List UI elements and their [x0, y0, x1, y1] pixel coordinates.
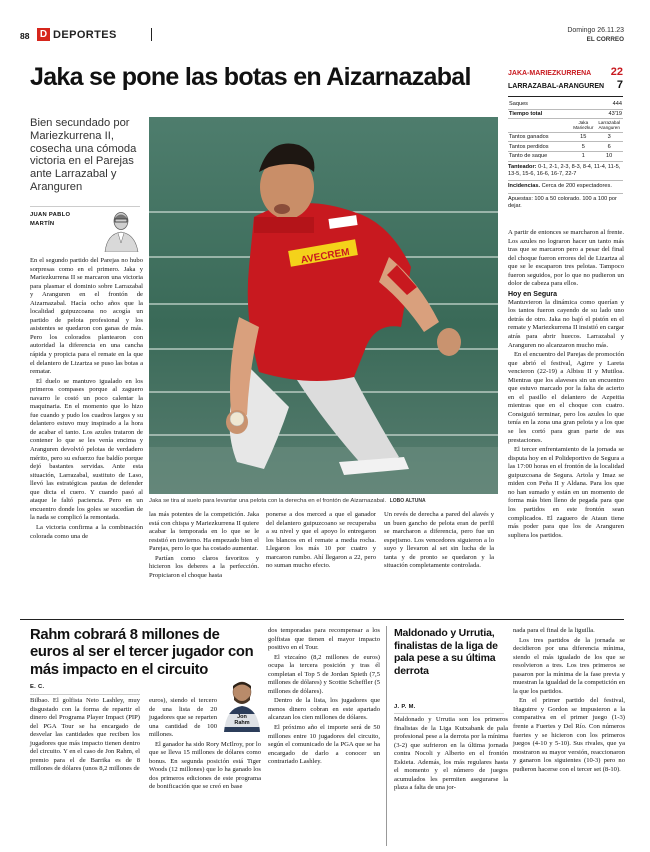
score-row-2	[508, 79, 623, 91]
main-col-5	[508, 229, 624, 541]
main-col-3	[266, 511, 376, 572]
column-divider	[386, 626, 387, 846]
section-divider	[151, 28, 152, 41]
maldonado-author-rule	[394, 713, 504, 714]
rahm-author: E. C.	[30, 684, 45, 690]
issue-date: Domingo 26.11.23	[567, 27, 624, 34]
main-headline: Jaka se pone las botas en Aizarnazabal	[30, 63, 471, 91]
rahm-label-last: Rahm	[234, 720, 250, 727]
rahm-col1-para: Bilbao. El golfista Neto Lashley, muy disgustado con la forma de repartir el dinero del Programa Player Impact (PIP) del PGA Tour se ha encargado de desvelar las cantidades que reciben los jugadores que más impacto tienen dentro del circuito. Y en el caso de Jon Rahm, el premio para el de Barrika es de 8 millones de dólares (unos 8,2 millones de	[30, 697, 140, 773]
stats-table	[508, 100, 623, 162]
team2-name: LARRAZABAL-ARANGUREN	[508, 83, 605, 90]
main-col5-para: En el encuentro del Parejas de promoción que abrió el festival, Agirre y Lareta vencieron (22-19) a Albisu II y Mutiloa. Mientras que los alaveses sin un encuentro que estuvo marcado por la falta de acierto en el pasillo el delantero de Azpeitia mientras que en el choque con cuatro. Consiguió terminar, pero los azules lo que tenía en la zona una gran pelota y a los que se les cortó para gran parte de sus prestaciones.	[508, 351, 624, 444]
maldonado-col2-para: En el primer partido del festival, Iñaguirre y Gordon se impusieron a la comparativa en el primer juego (1-3) frente a Fuertes y Del Río. Con números fuertes y se hicieron con los primeros juegos (4-10 y 5-10). Sus rivales, que ya mostraron su mayor versión, reaccionaron y ganaron los siguientes (10-3) pero no pudieron hacerse con el tercer set (8-10).	[513, 697, 625, 773]
stat-a: 5	[571, 142, 595, 152]
incidencias-value: Cerca de 200 espectadores.	[541, 183, 612, 190]
lead-text: Bien secundado por Mariezkurrena II, cosecha una cómoda victoria en el Parejas ante Larrazabal y Aranguren	[30, 117, 137, 193]
rahm-col3-para: Dentro de la lista, los jugadores que menos dinero cobran en este apartado alcanzan los cien millones de dólares.	[268, 697, 380, 722]
maldonado-headline: Maldonado y Urrutia, finalistas de la liga de pala pese a su última derrota	[394, 627, 498, 677]
stat-b: 10	[595, 151, 623, 161]
main-col-1	[30, 257, 143, 542]
main-col2-para: las más potentes de la competición. Jaka está con chispa y Mariezkurrena II quiere acabar la temporada en lo que se le resistió en invierno. Ha empezado bien el Parejas, pero lo que ha costado aumentar.	[149, 511, 259, 553]
caption-text: Jaka se tira al suelo para levantar una pelota con la derecha en el frontón de Aizarnazabal.	[149, 498, 387, 504]
team2-score: 7	[616, 79, 623, 91]
maldonado-col-2	[513, 627, 625, 775]
section-logo	[37, 28, 50, 41]
team1-name: JAKA-MARIEZKURRENA	[508, 70, 592, 77]
tanteador-value: 0-1, 2-1, 2-3, 8-3, 8-4, 11-4, 11-5, 13-5, 15-6, 16-6, 16-7, 22-7	[508, 163, 621, 177]
incidencias-label: Incidencias.	[508, 183, 541, 190]
caption-credit: LOBO ALTUNA	[389, 498, 426, 504]
main-col5-para: El tercer enfrentamiento de la jornada se disputa hoy en el Polideportivo de Segura a las 17:00 horas en el frontón de la localidad guipuzcoana de Segura. Artola y Imaz se miden con Peña II y Aldana. Para los que no han sumado y están en un momento de forma más bien lleno de pegada para que los partidos en este frontón sean complicados. El zaguero de Ataun tiene más poder para que los de Aranguren supliera los partidos.	[508, 446, 624, 539]
scorebox	[508, 66, 623, 211]
main-col-2	[149, 511, 259, 581]
tanteador-label: Tanteador:	[508, 163, 537, 170]
main-col4-para: Un revés de derecha a pared del alavés y un buen gancho de pelota eran de perfil se marcharon a diferencia, pero fue un espejismo. Los vencedores siguieron a lo suyo y llevaron al set sin lucha de la tanta y de pronto se quedaron y la situación completamente controlada.	[384, 511, 494, 570]
paper-name: EL CORREO	[586, 36, 624, 43]
stat-label: Tiempo total	[508, 109, 571, 119]
rahm-col3-para: dos temporadas para recompensar a los golfistas que tienen el mayor impacto positivo en el Tour.	[268, 627, 380, 652]
maldonado-col2-para: nada para el final de la liguilla.	[513, 627, 595, 634]
tanteador	[508, 164, 623, 182]
stats-row	[508, 142, 623, 152]
main-col1-para: En el segundo partido del Parejas no hubo sorpresas como en el primero. Jaka y Mariezkurrena II se marcaron una victoria para plasmar el dominio sobre Larrazabal y Aranguren en el frontón de Aizarnazabal. Hacía ocho años que la localidad guipuzcoana no acogía un partido de pelota profesional y los asistentes se quedaron con ganas de más. Pero los colorados plantearon con autoridad la diferencia en una cancha rápida y propicia para el remate en la que el delantero de Lizartza se puso las botas a rematar.	[30, 257, 143, 376]
subhead: Hoy en Segura	[508, 290, 558, 298]
author-last-name: MARTÍN	[30, 221, 55, 227]
rahm-col-3	[268, 627, 380, 768]
author-name	[30, 211, 100, 229]
stat-value: 444	[595, 100, 623, 109]
maldonado-col1-para: Maldonado y Urrutia son los primeros finalistas de la Liga Kutxabank de pala profesional pese a la derrota por la mínima (3-2) que sufrieron en la última jornada contra Nocoli y Alberto en el frontón Eskieta. Además, los más regulares hasta el momento y el número de juegos acumulados les permiten asegurarse la plaza a falta de una jor-	[394, 716, 508, 792]
stats-row	[508, 151, 623, 161]
stat-label: Tanto de saque	[508, 151, 571, 161]
rahm-headline: Rahm cobrará 8 millones de euros al ser el tercer jugador con más impacto en el circuito	[30, 627, 254, 678]
rahm-col2-para: El ganador ha sido Rory McIlroy, por lo que se lleva 15 millones de dólares como bonus. En segunda posición está Tiger Woods (12 millones) que lo ha ganado los dos primeros ediciones de este programa de bonificación que se creó en base	[149, 740, 261, 791]
apuestas: Apuestas: 100 a 50 colorado. 100 a 100 por dejar.	[508, 195, 617, 210]
stat-b: 6	[595, 142, 623, 152]
section-logo-letter: D	[39, 29, 48, 40]
stat-label: Tantos perdidos	[508, 142, 571, 152]
main-photo	[149, 117, 498, 494]
col-head-2: Larrazabal Aranguren	[595, 119, 623, 133]
page-number: 88	[20, 31, 30, 41]
team1-score: 22	[610, 66, 623, 78]
rahm-label-first: Jon	[237, 714, 247, 720]
score-row-1	[508, 66, 623, 78]
stat-value: 43'19	[595, 109, 623, 119]
maldonado-col2-para: Los tres partidos de la jornada se decidieron por una diferencia mínima, siendo el más igualado de los que se resolvieron a tres. Los tres primeros se pasaron por la mínima de la fase previa y muestran la igualdad de la competición en la que los partidos.	[513, 636, 625, 695]
section-title: DEPORTES	[53, 29, 117, 41]
col-head-1: Jaka Mariezkur	[573, 120, 594, 131]
author-first-name: JUAN PABLO	[30, 212, 71, 218]
stat-a: 15	[571, 132, 595, 142]
bottom-separator	[20, 619, 624, 620]
main-col1-para: El duelo se mantuvo igualado en los primeros compases porque al zaguero navarro le costó un poco calentar la maquinaria. En el momento que lo hizo fue cuando y pudo los cuadros largos y su delantero estuvo muy inspirado a la hora de acabar el tanto. Los azules trataron de contener lo que se les venía encima y Aranguren devolvió pelotas de verdadero mérito, pero su esfuerzo fue baldío porque dejó bastantes servidas. Ante esta situación, Larrazabal, sustituto de Laso, llevó las estratégicas pautas de defender que dicta el cuero. Y cuando pasó al ataque le faltó paciencia. Pero en un encuentro donde los goles se sucedían de la nada se complicó la remontada.	[30, 377, 143, 522]
main-col3-para: ponerse a dos merced a que el ganador del delantero guipuzcoano se recuperaba a su nivel y que el apoyo lo entregaron los blancos en el remate a media rocha. Llegaron los más 10 por cuatro y marcaron rumbo. Ahí llegaron a 22, pero no suman mucho efecto.	[266, 511, 376, 570]
maldonado-col-1	[394, 716, 508, 794]
rahm-photo-label	[221, 714, 263, 727]
rahm-col3-para: El vizcaíno (8,2 millones de euros) ocupa la tercera posición y tras él completan el Top 5 de Jordan Spieth (7,5 millones de dólares) y Scottie Scheffler (5 millones de dólares).	[268, 653, 380, 695]
rahm-col-1	[30, 697, 140, 775]
stat-a: 1	[571, 151, 595, 161]
main-col2-para: Partían como claros favoritos y hicieron los deberes a la perfección. Propiciaron el choque hasta	[149, 554, 259, 579]
stat-label: Saques	[508, 100, 571, 109]
author-avatar	[103, 208, 140, 252]
rahm-photo	[221, 678, 263, 732]
main-col-4	[384, 511, 494, 572]
rahm-author-rule	[30, 694, 140, 695]
incidencias	[508, 183, 623, 193]
stats-header	[508, 119, 623, 133]
stat-b: 3	[595, 132, 623, 142]
stat-label: Tantos ganados	[508, 132, 571, 142]
rahm-col2-para: euros), siendo el tercero de una lista de 20 jugadores que se reparten una cantidad de 100 millones.	[149, 697, 217, 739]
photo-caption	[149, 497, 498, 505]
main-col5-para: A partir de entonces se marcharon al frente. Los azules no lograron hacer un tanto más tras que se marcaron pero a pesar del final del choque fueron errores del de Lizartza al que se le escaparon tres pelotas. Tampoco fueron seguidos, por lo que no pudieron un dolor de cabeza para ellos.	[508, 229, 624, 288]
main-col5-para: Mantuvieron la dinámica como querían y los tantos fueron cayendo de su lado uno detrás de otro. Jaka no bajó el pistón en el remate y Mariezkurrena II insistió en cargar atrás para abrir huecos. Larrazabal y Aranguren no alcanzaron mucho más.	[508, 298, 624, 349]
stats-row	[508, 100, 623, 109]
stats-row	[508, 132, 623, 142]
author-rule	[30, 206, 140, 207]
rahm-col3-para: El próximo año el importe será de 50 millones entre 10 jugadores del circuito, según el comunicado de la PGA que se ha encargado de darlo a conocer un contrariado Lashley.	[268, 724, 380, 766]
maldonado-author: J. P. M.	[394, 704, 416, 710]
main-col1-para: La victoria confirma a la combinación colorada como una de	[30, 523, 143, 540]
stats-row	[508, 109, 623, 119]
shirt-sponsor-text: AVECREM	[300, 246, 351, 267]
